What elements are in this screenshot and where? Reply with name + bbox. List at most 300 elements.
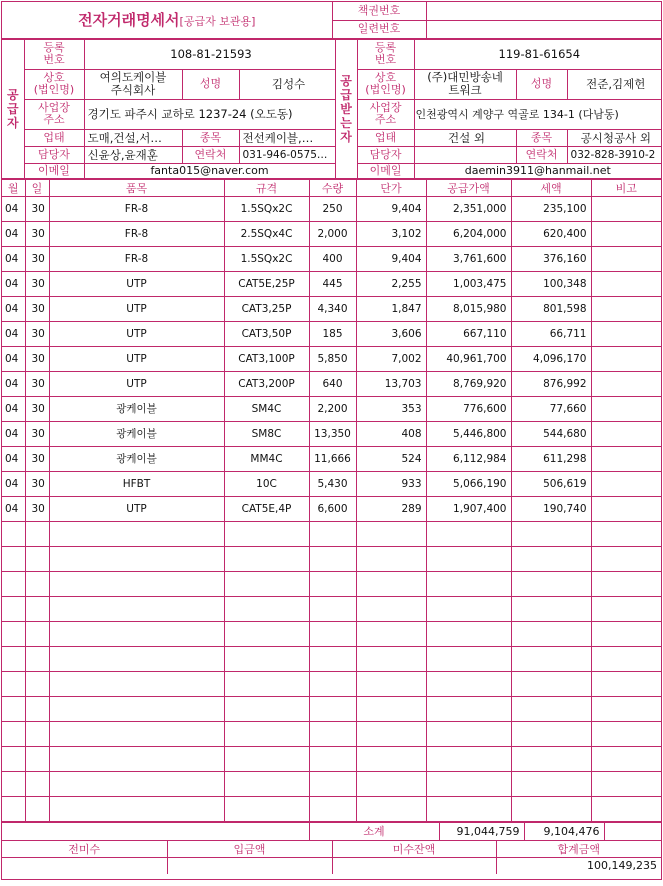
cell-qty — [309, 621, 356, 646]
receiver-biz-item: 공시청공사 외 — [567, 129, 661, 146]
receiver-biz-type-label: 업태 — [357, 129, 414, 146]
multiline-text: 등록 번호 — [43, 41, 65, 66]
cell-month — [2, 596, 25, 621]
cell-day — [25, 671, 49, 696]
cell-unit-price — [356, 696, 426, 721]
cell-note — [591, 246, 661, 271]
cell-spec: 10C — [224, 471, 309, 496]
cell-tax — [511, 721, 591, 746]
cell-tax: 100,348 — [511, 271, 591, 296]
multiline-text: 여의도케이블 주식회사 — [99, 70, 167, 97]
cell-qty: 2,200 — [309, 396, 356, 421]
empty-row — [2, 621, 661, 646]
table-row — [2, 221, 661, 246]
supplier-biz-item: 전선케이블,… — [239, 129, 335, 146]
cell-item — [49, 521, 224, 546]
cell-spec: CAT5E,4P — [224, 496, 309, 521]
cell-supply — [426, 596, 511, 621]
cell-tax — [511, 671, 591, 696]
cell-day: 30 — [25, 396, 49, 421]
cell-note — [591, 496, 661, 521]
cell-item — [49, 696, 224, 721]
items-header-row — [2, 179, 661, 196]
cell-month: 04 — [2, 371, 25, 396]
cell-spec — [224, 671, 309, 696]
empty-row — [2, 696, 661, 721]
cell-note — [591, 371, 661, 396]
cell-unit-price: 289 — [356, 496, 426, 521]
table-row — [2, 246, 661, 271]
supplier-biz-type-label: 업태 — [24, 129, 84, 146]
cell-unit-price: 524 — [356, 446, 426, 471]
cell-supply: 2,351,000 — [426, 196, 511, 221]
cell-qty — [309, 646, 356, 671]
receiver-reg-no: 119-81-61654 — [414, 39, 661, 69]
cell-note — [591, 321, 661, 346]
cell-qty: 13,350 — [309, 421, 356, 446]
cell-qty: 400 — [309, 246, 356, 271]
cell-tax: 876,992 — [511, 371, 591, 396]
cell-unit-price: 9,404 — [356, 246, 426, 271]
table-row — [2, 196, 661, 221]
cell-qty: 640 — [309, 371, 356, 396]
supplier-reg-no-label — [24, 39, 84, 69]
unpaid-label: 미수잔액 — [332, 840, 496, 857]
cell-unit-price — [356, 721, 426, 746]
cell-day — [25, 696, 49, 721]
column-header-tax: 세액 — [511, 179, 591, 196]
cell-unit-price: 3,102 — [356, 221, 426, 246]
document-title — [2, 2, 332, 38]
cell-month: 04 — [2, 496, 25, 521]
cell-item — [49, 746, 224, 771]
cell-month: 04 — [2, 221, 25, 246]
cell-month: 04 — [2, 296, 25, 321]
cell-item: 광케이블 — [49, 446, 224, 471]
cell-note — [591, 521, 661, 546]
supplier-biz-item-label: 종목 — [182, 129, 239, 146]
table-row — [2, 421, 661, 446]
empty-row — [2, 571, 661, 596]
cell-unit-price: 1,847 — [356, 296, 426, 321]
cell-supply: 3,761,600 — [426, 246, 511, 271]
cell-unit-price: 933 — [356, 471, 426, 496]
receiver-contact: 032-828-3910-2 — [567, 146, 661, 163]
cell-note — [591, 196, 661, 221]
cell-note — [591, 796, 661, 821]
receiver-name: 전준,김제헌 — [567, 69, 661, 99]
cell-unit-price — [356, 521, 426, 546]
cell-qty — [309, 671, 356, 696]
cell-note — [591, 646, 661, 671]
unpaid-value — [332, 857, 496, 874]
prev-balance-value — [2, 857, 167, 874]
supplier-company — [84, 69, 182, 99]
cell-month — [2, 646, 25, 671]
cell-tax: 235,100 — [511, 196, 591, 221]
cell-day: 30 — [25, 321, 49, 346]
multiline-text: 사업장 주소 — [369, 101, 402, 126]
receiver-email: daemin3911@hanmail.net — [414, 163, 661, 178]
supplier-side-text: 공 급 자 — [6, 87, 19, 130]
cell-month: 04 — [2, 321, 25, 346]
cell-month — [2, 621, 25, 646]
cell-day: 30 — [25, 371, 49, 396]
cell-day: 30 — [25, 446, 49, 471]
cell-spec: SM8C — [224, 421, 309, 446]
cell-unit-price — [356, 796, 426, 821]
cell-unit-price — [356, 646, 426, 671]
subtotal-supply: 91,044,759 — [439, 823, 524, 840]
cell-tax — [511, 796, 591, 821]
receiver-side-label — [335, 39, 357, 178]
cell-unit-price — [356, 771, 426, 796]
cell-item: UTP — [49, 321, 224, 346]
cell-month — [2, 546, 25, 571]
cell-note — [591, 721, 661, 746]
receiver-contact-label: 연락처 — [516, 146, 567, 163]
cell-qty — [309, 771, 356, 796]
column-header-supply: 공급가액 — [426, 179, 511, 196]
cell-month: 04 — [2, 446, 25, 471]
cell-spec: 2.5SQx4C — [224, 221, 309, 246]
empty-row — [2, 596, 661, 621]
cell-supply — [426, 646, 511, 671]
cell-qty: 185 — [309, 321, 356, 346]
cell-spec: 1.5SQx2C — [224, 196, 309, 221]
cell-spec: CAT3,100P — [224, 346, 309, 371]
cell-spec — [224, 621, 309, 646]
cell-qty — [309, 796, 356, 821]
cell-note — [591, 396, 661, 421]
supplier-email: fanta015@naver.com — [84, 163, 335, 178]
cell-day: 30 — [25, 196, 49, 221]
cell-note — [591, 671, 661, 696]
cell-spec — [224, 546, 309, 571]
cell-qty: 5,430 — [309, 471, 356, 496]
multiline-text: (주)대민방송네 트워크 — [427, 70, 503, 97]
cell-item — [49, 571, 224, 596]
cell-tax: 611,298 — [511, 446, 591, 471]
cell-day: 30 — [25, 471, 49, 496]
cell-item: UTP — [49, 496, 224, 521]
cell-spec — [224, 746, 309, 771]
cell-spec: MM4C — [224, 446, 309, 471]
supplier-email-label: 이메일 — [24, 163, 84, 178]
cell-day — [25, 771, 49, 796]
cell-month: 04 — [2, 396, 25, 421]
receiver-name-label: 성명 — [516, 69, 567, 99]
cell-qty: 5,850 — [309, 346, 356, 371]
cell-supply: 5,066,190 — [426, 471, 511, 496]
empty-row — [2, 721, 661, 746]
cell-note — [591, 746, 661, 771]
cell-day: 30 — [25, 421, 49, 446]
cell-month — [2, 696, 25, 721]
cell-qty — [309, 521, 356, 546]
cell-supply — [426, 546, 511, 571]
supplier-reg-no: 108-81-21593 — [84, 39, 335, 69]
cell-day — [25, 596, 49, 621]
cell-qty: 2,000 — [309, 221, 356, 246]
summary-table — [2, 822, 661, 875]
column-header-qty: 수량 — [309, 179, 356, 196]
table-row — [2, 321, 661, 346]
cell-tax — [511, 621, 591, 646]
cell-day: 30 — [25, 346, 49, 371]
cell-tax: 544,680 — [511, 421, 591, 446]
receiver-reg-no-label — [357, 39, 414, 69]
cell-qty — [309, 571, 356, 596]
cell-item: UTP — [49, 371, 224, 396]
cell-unit-price — [356, 571, 426, 596]
cell-tax: 66,711 — [511, 321, 591, 346]
cell-item: UTP — [49, 346, 224, 371]
cell-note — [591, 596, 661, 621]
cell-note — [591, 346, 661, 371]
table-row — [2, 346, 661, 371]
cell-spec: CAT3,200P — [224, 371, 309, 396]
receiver-side-text: 공 급 받 는 자 — [340, 73, 352, 144]
empty-row — [2, 796, 661, 821]
cell-item — [49, 596, 224, 621]
cell-supply — [426, 621, 511, 646]
total-value: 100,149,235 — [496, 857, 661, 874]
empty-row — [2, 671, 661, 696]
cell-note — [591, 696, 661, 721]
cell-unit-price — [356, 596, 426, 621]
cell-qty: 11,666 — [309, 446, 356, 471]
cell-day — [25, 796, 49, 821]
cell-unit-price: 353 — [356, 396, 426, 421]
supplier-manager-label: 담당자 — [24, 146, 84, 163]
cell-month: 04 — [2, 471, 25, 496]
cell-item — [49, 671, 224, 696]
cell-item: FR-8 — [49, 196, 224, 221]
cell-tax — [511, 596, 591, 621]
cell-item: UTP — [49, 271, 224, 296]
subtotal-row — [2, 823, 661, 840]
cell-qty: 4,340 — [309, 296, 356, 321]
empty-row — [2, 521, 661, 546]
cell-day — [25, 621, 49, 646]
cell-day: 30 — [25, 246, 49, 271]
cell-tax: 190,740 — [511, 496, 591, 521]
cell-month — [2, 521, 25, 546]
cell-month — [2, 721, 25, 746]
receiver-address: 인천광역시 계양구 역골로 134-1 (다남동) — [414, 99, 661, 129]
cell-day — [25, 721, 49, 746]
total-label: 합계금액 — [496, 840, 661, 857]
cell-day — [25, 646, 49, 671]
cell-supply: 1,003,475 — [426, 271, 511, 296]
cell-spec — [224, 696, 309, 721]
cell-supply: 8,769,920 — [426, 371, 511, 396]
cell-day: 30 — [25, 296, 49, 321]
deposit-value — [167, 857, 332, 874]
cell-month — [2, 746, 25, 771]
multiline-text: 등록 번호 — [374, 41, 397, 66]
prev-balance-label: 전미수 — [2, 840, 167, 857]
book-no-value — [426, 2, 661, 20]
cell-item: UTP — [49, 296, 224, 321]
cell-item: FR-8 — [49, 221, 224, 246]
cell-unit-price — [356, 671, 426, 696]
table-row — [2, 496, 661, 521]
table-row — [2, 396, 661, 421]
supplier-contact: 031-946-0575… — [239, 146, 335, 163]
cell-qty: 445 — [309, 271, 356, 296]
supplier-contact-label: 연락처 — [182, 146, 239, 163]
cell-tax — [511, 571, 591, 596]
cell-item — [49, 771, 224, 796]
cell-supply: 5,446,800 — [426, 421, 511, 446]
cell-unit-price: 13,703 — [356, 371, 426, 396]
cell-spec — [224, 796, 309, 821]
table-row — [2, 271, 661, 296]
cell-item — [49, 546, 224, 571]
cell-tax — [511, 696, 591, 721]
cell-spec — [224, 646, 309, 671]
cell-spec: SM4C — [224, 396, 309, 421]
cell-spec: CAT3,50P — [224, 321, 309, 346]
supplier-name-label: 성명 — [182, 69, 239, 99]
cell-supply — [426, 771, 511, 796]
cell-unit-price — [356, 746, 426, 771]
cell-tax: 4,096,170 — [511, 346, 591, 371]
cell-tax: 620,400 — [511, 221, 591, 246]
deposit-label: 입금액 — [167, 840, 332, 857]
cell-item — [49, 646, 224, 671]
cell-item — [49, 721, 224, 746]
cell-note — [591, 421, 661, 446]
cell-unit-price: 7,002 — [356, 346, 426, 371]
table-row — [2, 446, 661, 471]
cell-supply: 6,112,984 — [426, 446, 511, 471]
cell-spec: CAT3,25P — [224, 296, 309, 321]
cell-day — [25, 746, 49, 771]
cell-supply — [426, 696, 511, 721]
cell-supply: 40,961,700 — [426, 346, 511, 371]
cell-supply — [426, 721, 511, 746]
cell-spec: 1.5SQx2C — [224, 246, 309, 271]
table-row — [2, 296, 661, 321]
column-header-spec: 규격 — [224, 179, 309, 196]
cell-note — [591, 546, 661, 571]
receiver-email-label: 이메일 — [357, 163, 414, 178]
cell-qty: 250 — [309, 196, 356, 221]
cell-qty — [309, 746, 356, 771]
cell-unit-price — [356, 621, 426, 646]
cell-qty — [309, 721, 356, 746]
cell-qty — [309, 696, 356, 721]
cell-month: 04 — [2, 246, 25, 271]
cell-month — [2, 796, 25, 821]
multiline-text: 상호 (법인명) — [33, 71, 75, 96]
receiver-biz-item-label: 종목 — [516, 129, 567, 146]
receiver-company-label — [357, 69, 414, 99]
empty-row — [2, 771, 661, 796]
cell-supply — [426, 796, 511, 821]
parties-block — [2, 39, 661, 179]
cell-tax: 801,598 — [511, 296, 591, 321]
cell-month — [2, 771, 25, 796]
cell-tax: 77,660 — [511, 396, 591, 421]
receiver-manager — [414, 146, 516, 163]
cell-month: 04 — [2, 271, 25, 296]
column-header-item: 품목 — [49, 179, 224, 196]
cell-supply — [426, 521, 511, 546]
supplier-manager: 신윤상,윤재훈 — [84, 146, 182, 163]
cell-qty — [309, 596, 356, 621]
cell-item: HFBT — [49, 471, 224, 496]
cell-item — [49, 621, 224, 646]
items-table — [2, 179, 661, 822]
empty-row — [2, 746, 661, 771]
table-row — [2, 471, 661, 496]
supplier-address-label — [24, 99, 84, 129]
cell-unit-price: 9,404 — [356, 196, 426, 221]
cell-note — [591, 771, 661, 796]
cell-supply: 6,204,000 — [426, 221, 511, 246]
cell-month: 04 — [2, 421, 25, 446]
cell-unit-price — [356, 546, 426, 571]
subtotal-tax: 9,104,476 — [524, 823, 604, 840]
cell-qty: 6,600 — [309, 496, 356, 521]
multiline-text: 상호 (법인명) — [365, 71, 406, 96]
cell-spec — [224, 721, 309, 746]
cell-day: 30 — [25, 221, 49, 246]
serial-no-value — [426, 20, 661, 38]
cell-spec — [224, 571, 309, 596]
serial-no-label: 일련번호 — [332, 20, 426, 38]
cell-day — [25, 546, 49, 571]
cell-month: 04 — [2, 196, 25, 221]
book-no-label: 책권번호 — [332, 2, 426, 20]
cell-supply: 667,110 — [426, 321, 511, 346]
cell-day: 30 — [25, 271, 49, 296]
cell-month — [2, 571, 25, 596]
cell-spec — [224, 596, 309, 621]
cell-note — [591, 446, 661, 471]
cell-supply — [426, 571, 511, 596]
column-header-unit-price: 단가 — [356, 179, 426, 196]
cell-supply: 776,600 — [426, 396, 511, 421]
cell-note — [591, 271, 661, 296]
column-header-day: 일 — [25, 179, 49, 196]
cell-tax — [511, 646, 591, 671]
cell-unit-price: 2,255 — [356, 271, 426, 296]
column-header-note: 비고 — [591, 179, 661, 196]
cell-tax: 376,160 — [511, 246, 591, 271]
cell-supply — [426, 746, 511, 771]
title-subtitle: [공급자 보관용] — [179, 15, 256, 29]
empty-row — [2, 546, 661, 571]
cell-item — [49, 796, 224, 821]
cell-unit-price: 408 — [356, 421, 426, 446]
cell-day — [25, 571, 49, 596]
table-row — [2, 371, 661, 396]
cell-spec — [224, 521, 309, 546]
cell-item: 광케이블 — [49, 396, 224, 421]
cell-supply: 8,015,980 — [426, 296, 511, 321]
receiver-biz-type: 건설 외 — [414, 129, 516, 146]
cell-supply: 1,907,400 — [426, 496, 511, 521]
supplier-address: 경기도 파주시 교하로 1237-24 (오도동) — [84, 99, 335, 129]
cell-day: 30 — [25, 496, 49, 521]
receiver-company — [414, 69, 516, 99]
cell-spec: CAT5E,25P — [224, 271, 309, 296]
